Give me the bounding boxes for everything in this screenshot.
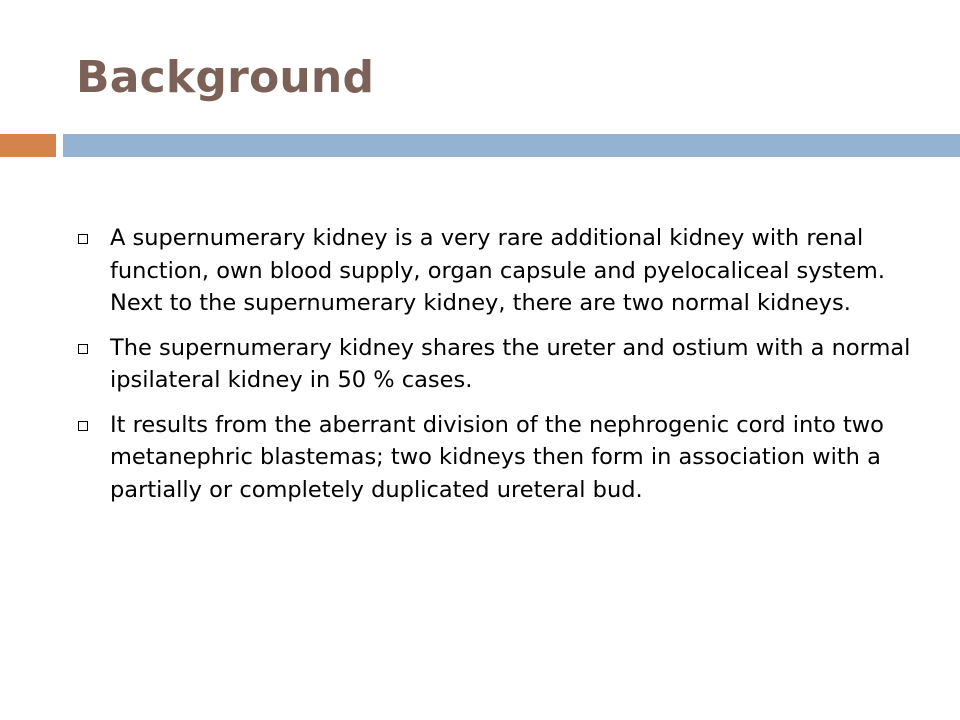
title-divider-bar	[63, 134, 960, 157]
slide-title: Background	[76, 52, 375, 103]
bullet-text: It results from the aberrant division of the nephrogenic cord into two metanephric blastemas; two kidneys then form in association with a partially or completely duplicated ureteral bud.	[110, 411, 884, 503]
square-outline-bullet-icon	[78, 234, 88, 244]
bullet-text: A supernumerary kidney is a very rare additional kidney with renal function, own blood supply, organ capsule and pyelocaliceal system. Next to the supernumerary kidney, there are two normal kidneys.	[110, 225, 885, 316]
bullet-item	[76, 332, 916, 397]
square-outline-bullet-icon	[78, 421, 88, 431]
bullet-item	[76, 222, 916, 320]
bullet-item	[76, 409, 916, 507]
bullet-list	[76, 222, 916, 518]
bullet-text: The supernumerary kidney shares the ureter and ostium with a normal ipsilateral kidney in 50 % cases.	[110, 334, 911, 393]
square-outline-bullet-icon	[78, 344, 88, 354]
title-accent-bar	[0, 134, 56, 157]
